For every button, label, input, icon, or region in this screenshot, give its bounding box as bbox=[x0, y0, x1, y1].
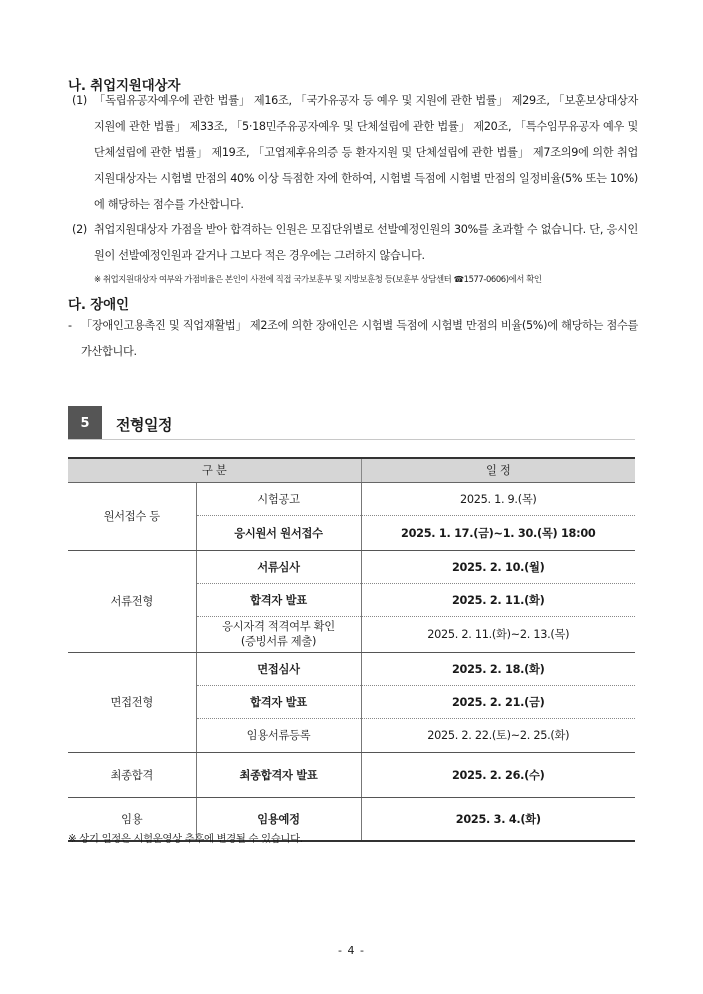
item-number: (1) bbox=[72, 94, 87, 107]
row-date: 2025. 2. 21.(금) bbox=[361, 685, 635, 718]
schedule-table bbox=[68, 457, 635, 842]
row-item: 합격자 발표 bbox=[196, 583, 361, 616]
row-item: 서류심사 bbox=[196, 550, 361, 583]
disabled-text: 「장애인고용촉진 및 직업재활법」 제2조에 의한 장애인은 시험별 득점에 시험별 만점의 비율(5%)에 해당하는 점수를 가산합니다. bbox=[81, 319, 638, 358]
row-item: 시험공고 bbox=[196, 482, 361, 515]
table-row bbox=[68, 482, 635, 515]
group-label: 서류전형 bbox=[68, 550, 196, 652]
row-item-line2: (증빙서류 제출) bbox=[240, 635, 317, 648]
group-label: 최종합격 bbox=[68, 752, 196, 797]
row-date: 2025. 2. 11.(화) bbox=[361, 583, 635, 616]
row-item: 면접심사 bbox=[196, 652, 361, 685]
section-5-header bbox=[68, 406, 635, 440]
row-item-line1: 응시자격 적격여부 확인 bbox=[222, 620, 335, 633]
row-date: 2025. 2. 22.(토)~2. 25.(화) bbox=[361, 718, 635, 752]
row-date: 2025. 2. 18.(화) bbox=[361, 652, 635, 685]
row-date: 2025. 2. 10.(월) bbox=[361, 550, 635, 583]
row-date: 2025. 3. 4.(화) bbox=[361, 797, 635, 841]
item-text: 「독립유공자예우에 관한 법률」 제16조, 「국가유공자 등 예우 및 지원에 관한 법률」 제29조, 「보훈보상대상자 지원에 관한 법률」 제33조, 「5·18민주유공자예우 및 단체설립에 관한 법률」 제20조, 「특수임무유공자 예우 및 단체설립에 관한 법률」 제19조, 「고엽제후유의증 등 환자지원 및 단체설립에 관한 법률」 제7조의9에 의한 취업지원대상자는 시험별 만점의 40% 이상 득점한 자에 한하여, 시험별 득점에 시험별 만점의 일정비율(5% 또는 10%)에 해당하는 점수를 가산합니다. bbox=[94, 94, 638, 211]
verification-note: ※ 취업지원대상자 여부와 가점비율은 본인이 사전에 직접 국가보훈부 및 지방보훈청 등(보훈부 상담센터 ☎1577-0606)에서 확인 bbox=[94, 274, 542, 284]
header-schedule: 일 정 bbox=[361, 458, 635, 482]
schedule-note: ※ 상기 일정은 시험운영상 추후에 변경될 수 있습니다. bbox=[68, 833, 303, 845]
section-heading-disabled: 다. 장애인 bbox=[68, 297, 129, 313]
group-label: 임용 bbox=[68, 797, 196, 841]
table-row bbox=[68, 550, 635, 583]
table-row bbox=[68, 752, 635, 797]
section-title: 전형일정 bbox=[116, 416, 172, 434]
page-number: - 4 - bbox=[338, 944, 365, 957]
row-date: 2025. 1. 17.(금)~1. 30.(목) 18:00 bbox=[361, 515, 635, 550]
item-number: (2) bbox=[72, 223, 87, 236]
row-item: 최종합격자 발표 bbox=[196, 752, 361, 797]
row-item: 임용예정 bbox=[196, 797, 361, 841]
paragraph-item-2 bbox=[72, 217, 638, 269]
row-item: 합격자 발표 bbox=[196, 685, 361, 718]
row-item bbox=[196, 616, 361, 652]
paragraph-item-1 bbox=[72, 88, 638, 218]
paragraph-disabled bbox=[68, 313, 638, 365]
group-label: 원서접수 등 bbox=[68, 482, 196, 550]
row-date: 2025. 2. 26.(수) bbox=[361, 752, 635, 797]
section-number-badge: 5 bbox=[68, 406, 102, 440]
item-text: 취업지원대상자 가점을 받아 합격하는 인원은 모집단위별로 선발예정인원의 30%를 초과할 수 없습니다. 단, 응시인원이 선발예정인원과 같거나 그보다 적은 경우에는 그러하지 않습니다. bbox=[94, 223, 638, 262]
section-heading-employment-support: 나. 취업지원대상자 bbox=[68, 78, 181, 94]
row-date: 2025. 2. 11.(화)~2. 13.(목) bbox=[361, 616, 635, 652]
table-row bbox=[68, 652, 635, 685]
row-item: 응시원서 원서접수 bbox=[196, 515, 361, 550]
row-date: 2025. 1. 9.(목) bbox=[361, 482, 635, 515]
row-item: 임용서류등록 bbox=[196, 718, 361, 752]
table-header-row bbox=[68, 458, 635, 482]
header-category: 구 분 bbox=[68, 458, 361, 482]
section-divider bbox=[68, 439, 635, 440]
dash-bullet: - bbox=[68, 319, 72, 332]
group-label: 면접전형 bbox=[68, 652, 196, 752]
